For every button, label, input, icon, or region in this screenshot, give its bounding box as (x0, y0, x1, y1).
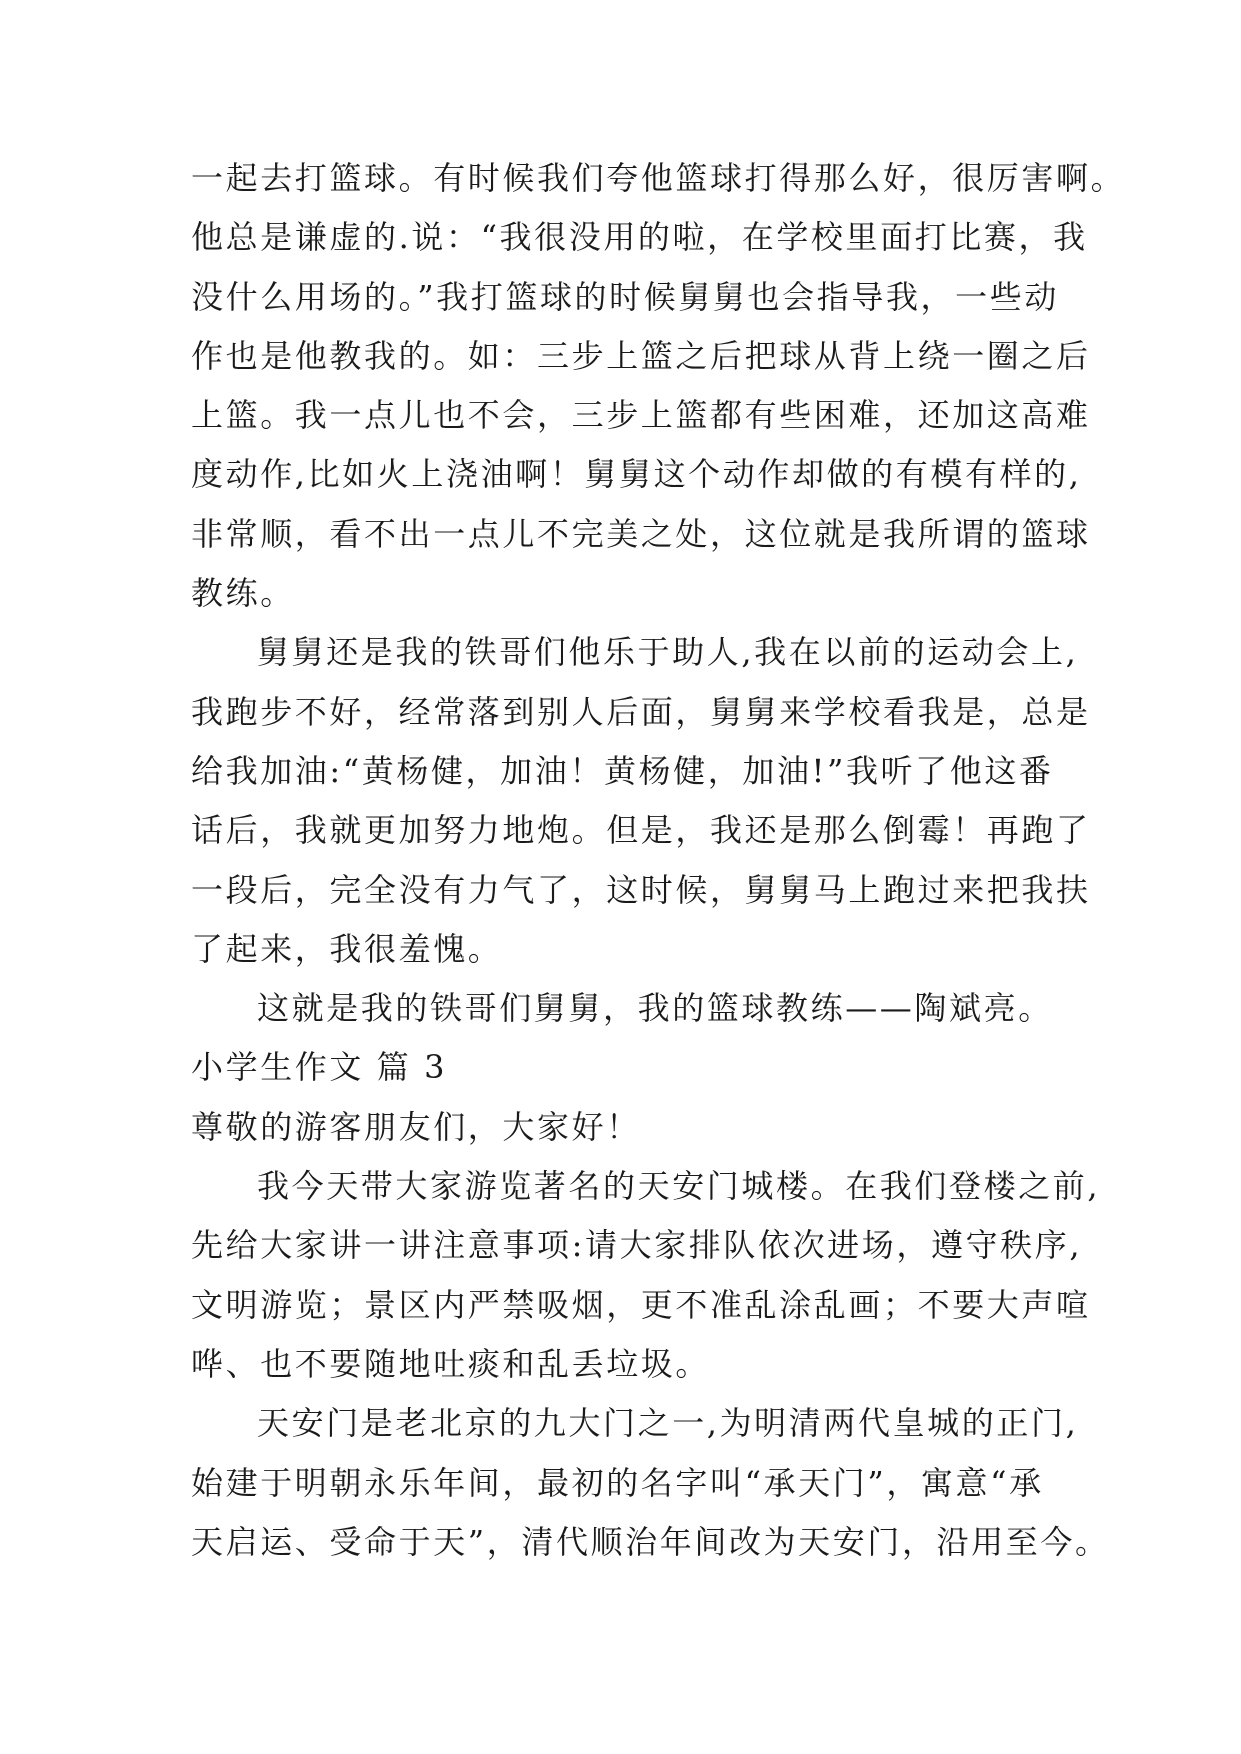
text-line: 上篮。我一点儿也不会，三步上篮都有些困难，还加这高难 (191, 396, 1091, 435)
text-line: 了起来，我很羞愧。 (191, 929, 503, 968)
text-line: 非常顺，看不出一点儿不完美之处，这位就是我所谓的篮球 (191, 514, 1091, 553)
paragraph-start-line: 舅舅还是我的铁哥们他乐于助人,我在以前的运动会上, (257, 633, 1079, 672)
text-line: 作也是他教我的。如：三步上篮之后把球从背上绕一圈之后 (191, 336, 1091, 375)
paragraph-start-line: 这就是我的铁哥们舅舅，我的篮球教练——陶斌亮。 (257, 989, 1053, 1028)
text-line: 我跑步不好，经常落到别人后面，舅舅来学校看我是，总是 (191, 692, 1091, 731)
section-heading: 小学生作文 篇 3 (191, 1048, 448, 1087)
essay-text (191, 149, 1126, 1572)
text-line: 没什么用场的。”我打篮球的时候舅舅也会指导我，一些动 (191, 277, 1059, 316)
text-line: 教练。 (191, 574, 295, 613)
text-line: 给我加油:“黄杨健，加油！黄杨健，加油!”我听了他这番 (191, 751, 1054, 790)
text-line: 天启运、受命于天”，清代顺治年间改为天安门，沿用至今。 (191, 1522, 1110, 1561)
text-line: 先给大家讲一讲注意事项:请大家排队依次进场，遵守秩序, (191, 1226, 1083, 1265)
text-line: 始建于明朝永乐年间，最初的名字叫“承天门”，寓意“承 (191, 1463, 1044, 1502)
text-line: 哗、也不要随地吐痰和乱丢垃圾。 (191, 1344, 711, 1383)
text-line: 度动作,比如火上浇油啊！舅舅这个动作却做的有模有样的, (191, 455, 1082, 494)
text-line: 一起去打篮球。有时候我们夸他篮球打得那么好，很厉害啊。 (191, 159, 1126, 197)
text-line: 文明游览；景区内严禁吸烟，更不准乱涂乱画；不要大声喧 (191, 1285, 1091, 1324)
text-line: 他总是谦虚的.说：“我很没用的啦，在学校里面打比赛，我 (191, 218, 1088, 257)
text-line: 话后，我就更加努力地炮。但是，我还是那么倒霉！再跑了 (191, 811, 1091, 850)
text-line: 一段后，完全没有力气了，这时候，舅舅马上跑过来把我扶 (191, 870, 1091, 909)
paragraph-start-line: 我今天带大家游览著名的天安门城楼。在我们登楼之前, (257, 1167, 1101, 1206)
greeting-line: 尊敬的游客朋友们，大家好！ (191, 1107, 641, 1146)
paragraph-start-line: 天安门是老北京的九大门之一,为明清两代皇城的正门, (257, 1404, 1079, 1443)
